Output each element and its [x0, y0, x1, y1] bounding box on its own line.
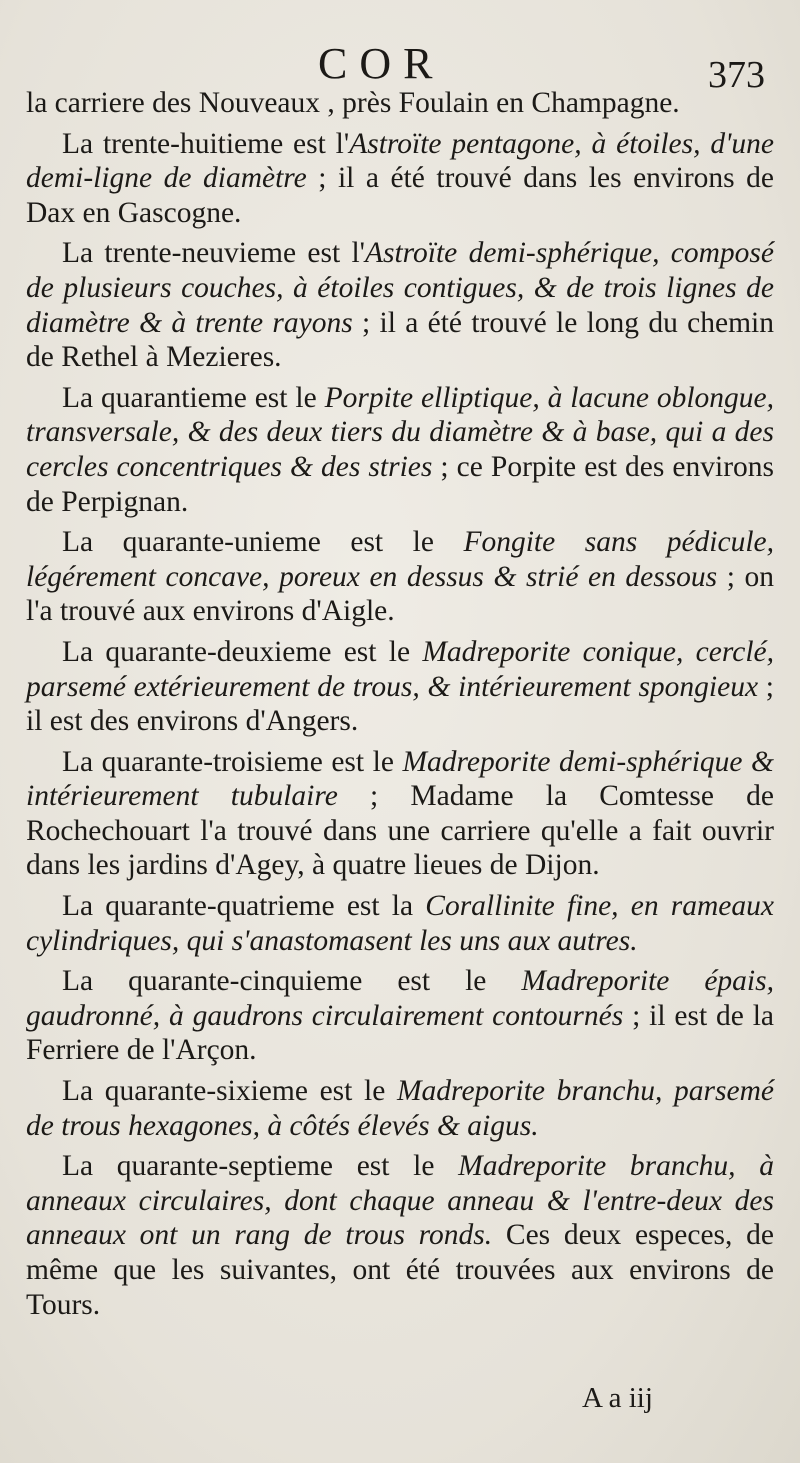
italic-segment: Madreporite conique, cerclé, parsemé extérieurement de trous, & intérieurement spongieux: [26, 635, 774, 703]
text-segment: La quarante-cinquieme est le: [62, 965, 522, 998]
text-segment: La quarantieme est le: [62, 381, 325, 414]
paragraph: [26, 745, 774, 883]
text-segment: ; il a été trouvé dans les environs de Dax en Gascogne.: [26, 162, 775, 229]
italic-segment: Madreporite épais, gaudronné, à gaudrons circulairement contournés: [26, 965, 774, 1032]
text-segment: ; il est des environs d'Angers.: [26, 670, 774, 738]
text-segment: Ces deux especes, de même que les suivantes, ont été trouvées aux environs de Tours.: [26, 1219, 774, 1321]
text-segment: La quarante-quatrieme est la: [62, 890, 426, 923]
page-number: 373: [708, 54, 765, 96]
italic-segment: Madreporite branchu, à anneaux circulaires, dont chaque anneau & l'entre-deux des anneaux ont un rang de trous ronds.: [26, 1150, 774, 1252]
text-segment: ; on l'a trouvé aux environs d'Aigle.: [26, 560, 774, 628]
text-segment: ; il a été trouvé le long du chemin de Rethel à Mezieres.: [26, 306, 774, 374]
paragraph: [26, 964, 774, 1068]
text-segment: La quarante-sixieme est le: [62, 1075, 397, 1108]
paragraph: [26, 381, 774, 519]
paragraph: [26, 127, 774, 231]
body-text: [26, 86, 774, 1322]
text-segment: ; Madame la Comtesse de Rochechouart l'a trouvé dans une carriere qu'elle a fait ouvrir dans les jardins d'Agey, à quatre lieues de Dijon.: [26, 780, 774, 882]
italic-segment: Porpite elliptique, à lacune oblongue, transversale, & des deux tiers du diamètre & à base, qui a des cercles concentriques & des stries: [26, 381, 774, 483]
text-segment: ; ce Porpite est des environs de Perpignan.: [26, 450, 775, 518]
paragraph: [26, 1074, 774, 1143]
paragraph: [26, 635, 774, 739]
paragraph: [26, 236, 774, 374]
text-segment: La quarante-troisieme est le: [62, 745, 403, 778]
italic-segment: Madreporite branchu, parsemé de trous hexagones, à côtés élevés & aigus.: [26, 1075, 774, 1142]
italic-segment: Fongite sans pédicule, légérement concave, poreux en dessus & strié en dessous: [26, 526, 774, 593]
italic-segment: Astroïte pentagone, à étoiles, d'une demi-ligne de diamètre: [26, 127, 775, 195]
text-segment: La trente-neuvieme est l': [62, 237, 365, 270]
text-segment: La quarante-deuxieme est le: [62, 635, 423, 668]
text-segment: La quarante-unieme est le: [62, 526, 464, 559]
paragraph-continued: [26, 86, 774, 121]
signature-mark: A a iij: [582, 1382, 653, 1414]
text-segment: ; il est de la Ferriere de l'Arçon.: [26, 999, 775, 1067]
running-title: COR: [318, 39, 445, 88]
italic-segment: Madreporite demi-sphérique & intérieurement tubulaire: [26, 745, 774, 813]
italic-segment: Astroïte demi-sphérique, composé de plusieurs couches, à étoiles contigues, & de trois lignes de diamètre & à trente rayons: [26, 237, 774, 339]
paragraph: [26, 525, 774, 629]
text-segment: la carriere des Nouveaux , près Foulain en Champagne.: [26, 87, 680, 119]
text-segment: La trente-huitieme est l': [62, 127, 350, 160]
paragraph: [26, 889, 774, 958]
paragraph: [26, 1149, 774, 1322]
italic-segment: Corallinite fine, en rameaux cylindriques, qui s'anastomasent les uns aux autres.: [26, 890, 774, 957]
text-segment: La quarante-septieme est le: [62, 1150, 459, 1183]
